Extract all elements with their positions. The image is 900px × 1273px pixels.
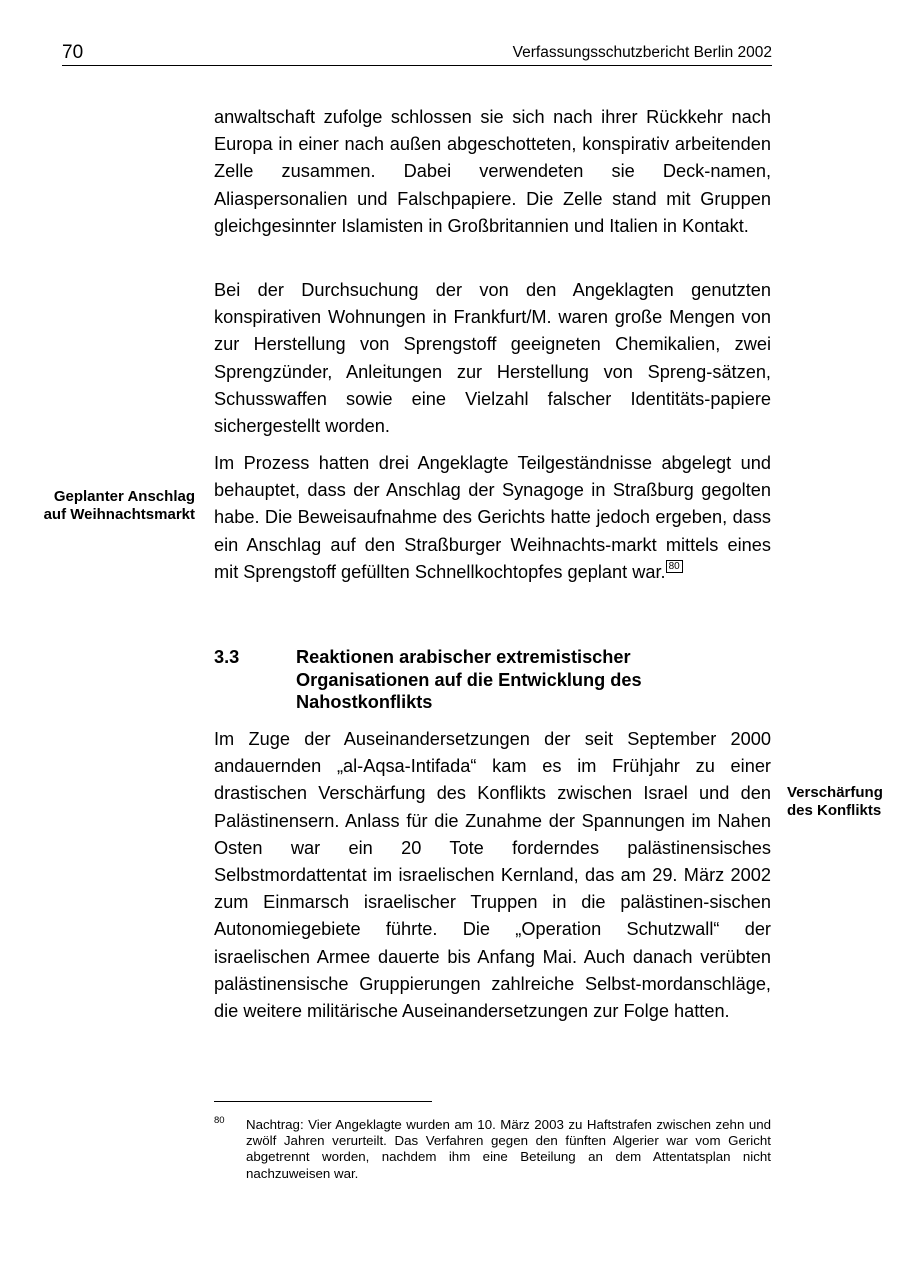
body-paragraph-2 <box>214 277 771 440</box>
paragraph-text: Bei der Durchsuchung der von den Angeklagten genutzten konspirativen Wohnungen in Frankfurt/M. waren große Mengen von zur Herstellung von Sprengstoff geeigneten Chemikalien, zwei Sprengzünder, Anleitungen zur Herstellung von Spreng-sätzen, Schusswaffen sowie eine Vielzahl falscher Identitäts-papiere sichergestellt worden. <box>214 280 771 437</box>
body-paragraph-3 <box>214 450 771 586</box>
section-number: 3.3 <box>214 647 240 667</box>
footnote-number: 80 <box>214 1115 225 1126</box>
paragraph-text: Im Prozess hatten drei Angeklagte Teilgeständnisse abgelegt und behauptet, dass der Anschlag der Synagoge in Straßburg gegolten habe. Die Beweisaufnahme des Gerichts hatte jedoch ergeben, dass ein Anschlag auf den Straßburger Weihnachts-markt mittels eines mit Sprengstoff gefüllten Schnellkochtopfes geplant war. <box>214 453 771 582</box>
footnote <box>214 1117 771 1182</box>
footnote-rule <box>214 1101 432 1102</box>
body-paragraph-4 <box>214 726 771 1025</box>
page-number: 70 <box>62 42 84 63</box>
header-rule <box>62 65 772 66</box>
footnote-reference[interactable]: 80 <box>666 559 683 586</box>
body-paragraph-1 <box>214 104 771 240</box>
running-title: Verfassungsschutzbericht Berlin 2002 <box>512 44 772 61</box>
paragraph-text: anwaltschaft zufolge schlossen sie sich nach ihrer Rückkehr nach Europa in einer nach außen abgeschotteten, konspirativ arbeitenden Zelle zusammen. Dabei verwendeten sie Deck-namen, Aliaspersonalien und Falschpapiere. Die Zelle stand mit Gruppen gleichgesinnter Islamisten in Großbritannien und Italien in Kontakt. <box>214 107 771 236</box>
paragraph-text: Im Zuge der Auseinandersetzungen der seit September 2000 andauernden „al-Aqsa-Intifada“ kam es im Frühjahr zu einer drastischen Verschärfung des Konflikts zwischen Israel und den Palästinensern. Anlass für die Zunahme der Spannungen im Nahen Osten war ein 20 Tote forderndes palästinensisches Selbstmordattentat im israelischen Kernland, das am 29. März 2002 zum Einmarsch israelischer Truppen in die palästinen-sischen Autonomiegebiete führte. Die „Operation Schutzwall“ der israelischen Armee dauerte bis Anfang Mai. Auch danach verübten palästinensische Gruppierungen zahlreiche Selbst-mordanschläge, die weitere militärische Auseinandersetzungen zur Folge hatten. <box>214 729 771 1022</box>
margin-note-right: Verschärfung des Konflikts <box>787 784 883 819</box>
margin-note-left: Geplanter Anschlag auf Weihnachtsmarkt <box>43 488 195 523</box>
section-title: Reaktionen arabischer extremistischer Organisationen auf die Entwicklung des Nahostkonflikts <box>296 647 642 712</box>
footnote-text: Nachtrag: Vier Angeklagte wurden am 10. März 2003 zu Haftstrafen zwischen zehn und zwölf Jahren verurteilt. Das Verfahren gegen den fünften Algerier war vom Gericht abgetrennt worden, nachdem ihm eine Beteilung an dem Attentatsplan nicht nachzuweisen war. <box>246 1117 771 1181</box>
